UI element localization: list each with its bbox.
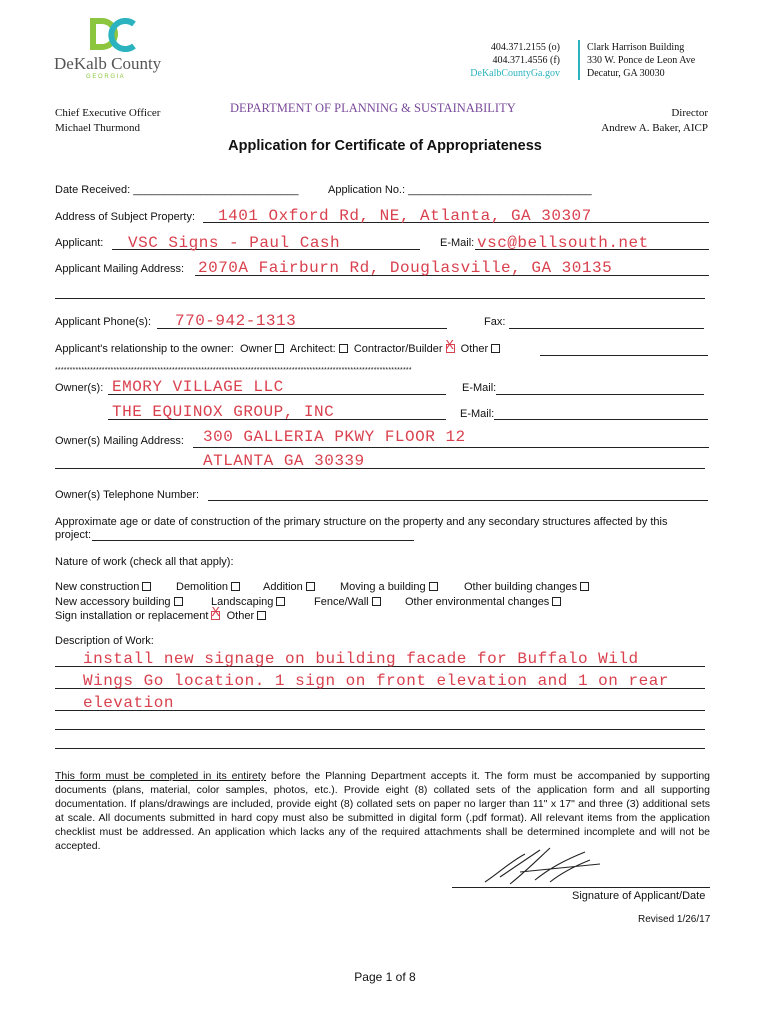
email-field[interactable]: vsc@bellsouth.net: [477, 234, 649, 252]
work-fence-checkbox[interactable]: [372, 597, 381, 606]
work-other-building-label: Other building changes: [464, 581, 578, 593]
owner-mailing-field-2[interactable]: ATLANTA GA 30339: [203, 452, 365, 470]
x-mark: X: [445, 337, 454, 354]
owner-email-field-2[interactable]: [494, 419, 708, 420]
age-field[interactable]: [92, 540, 414, 541]
work-landscaping-checkbox[interactable]: [276, 597, 285, 606]
description-line-2[interactable]: Wings Go location. 1 sign on front elevation and 1 on rear: [83, 672, 669, 690]
phone-label: Applicant Phone(s):: [55, 316, 151, 328]
owners-label: Owner(s):: [55, 382, 104, 394]
fax-label: Fax:: [484, 316, 506, 328]
description-line-4[interactable]: [55, 729, 705, 730]
owner-phone-label: Owner(s) Telephone Number:: [55, 489, 200, 501]
nature-label: Nature of work (check all that apply):: [55, 556, 234, 568]
work-other-building-checkbox[interactable]: [580, 582, 589, 591]
ceo-name: Michael Thurmond: [55, 122, 141, 134]
work-new-construction-label: New construction: [55, 581, 140, 593]
work-sign-checkbox[interactable]: [211, 604, 220, 621]
email-label: E-Mail:: [440, 237, 475, 249]
county-state: G E O R G I A: [86, 74, 124, 80]
department-title: DEPARTMENT OF PLANNING & SUSTAINABILITY: [230, 101, 516, 115]
form-title: Application for Certificate of Appropriateness: [228, 138, 542, 154]
signature-label: Signature of Applicant/Date: [572, 890, 706, 902]
rel-other-label: Other: [460, 343, 489, 355]
address-label: Address of Subject Property:: [55, 211, 196, 223]
header-website[interactable]: DeKalbCountyGa.gov: [470, 68, 560, 79]
separator-stars: **************************************************************************************************************************: [55, 367, 412, 374]
county-logo: [54, 14, 168, 84]
rel-other-field[interactable]: [540, 355, 708, 356]
work-landscaping-label: Landscaping: [211, 596, 274, 608]
date-received-field[interactable]: Date Received: ___________________________: [55, 184, 299, 196]
applicant-field[interactable]: VSC Signs - Paul Cash: [128, 234, 341, 252]
header-address-3: Decatur, GA 30030: [587, 68, 665, 79]
work-demolition-checkbox[interactable]: [231, 582, 240, 591]
owner-mailing-field-1[interactable]: 300 GALLERIA PKWY FLOOR 12: [203, 428, 466, 446]
age-question-cont: project:: [55, 529, 92, 541]
address-field[interactable]: 1401 Oxford Rd, NE, Atlanta, GA 30307: [218, 207, 592, 225]
header-divider: [578, 40, 580, 80]
page-number: Page 1 of 8: [354, 970, 416, 984]
fax-field[interactable]: [509, 328, 704, 329]
work-other-checkbox[interactable]: [257, 611, 266, 620]
rel-architect-checkbox[interactable]: [339, 344, 348, 353]
header-phone: 404.371.2155 (o): [490, 42, 560, 53]
ceo-title: Chief Executive Officer: [55, 107, 161, 119]
work-new-accessory-checkbox[interactable]: [174, 597, 183, 606]
header-fax: 404.371.4556 (f): [492, 55, 560, 66]
owner-email-label-2: E-Mail:: [460, 408, 495, 420]
rel-owner-label: Owner: [239, 343, 273, 355]
description-label: Description of Work:: [55, 635, 154, 647]
owner-mailing-label: Owner(s) Mailing Address:: [55, 435, 184, 447]
work-other-label: Other: [226, 610, 255, 622]
work-addition-checkbox[interactable]: [306, 582, 315, 591]
director-title: Director: [671, 107, 708, 119]
work-fence-label: Fence/Wall: [314, 596, 369, 608]
description-line-5[interactable]: [55, 748, 705, 749]
age-question: Approximate age or date of construction of the primary structure on the property and any secondary structures affected by this: [55, 516, 668, 528]
work-addition-label: Addition: [263, 581, 303, 593]
work-other-env-checkbox[interactable]: [552, 597, 561, 606]
application-number-field[interactable]: Application No.: ______________________________: [328, 184, 592, 196]
notice-text: before the Planning Department accepts it. The form must be accompanied by supporting documents (plans, material, color samples, photos, etc.). Provide eight (8) collated sets of the application form and all supporting documentation. If plans/drawings are included, provide eight (8) collated sets on paper no larger than 11" x 17" and three (3) additional sets at scale. All documents submitted in hard copy must also be submitted in digital form (.pdf format). All relevant items from the application checklist must be addressed. An application which lacks any of the required attachments shall be determined incomplete and will not be accepted.: [55, 770, 710, 852]
owner-1-field[interactable]: EMORY VILLAGE LLC: [112, 378, 284, 396]
owner-email-label-1: E-Mail:: [462, 382, 497, 394]
mailing-field[interactable]: 2070A Fairburn Rd, Douglasville, GA 30135: [198, 259, 613, 277]
rel-contractor-checkbox[interactable]: [445, 337, 455, 354]
owner-2-field[interactable]: THE EQUINOX GROUP, INC: [112, 403, 335, 421]
mailing-label: Applicant Mailing Address:: [55, 263, 185, 275]
rel-contractor-label: Contractor/Builder: [353, 343, 443, 355]
signature-line[interactable]: [452, 887, 710, 888]
work-moving-label: Moving a building: [340, 581, 426, 593]
description-line-3[interactable]: elevation: [83, 694, 174, 712]
header-address-1: Clark Harrison Building: [587, 42, 685, 53]
work-moving-checkbox[interactable]: [429, 582, 438, 591]
x-mark: X: [211, 604, 220, 621]
relationship-label: Applicant's relationship to the owner:: [55, 343, 234, 355]
notice-paragraph: [55, 769, 710, 853]
work-other-env-label: Other environmental changes: [405, 596, 550, 608]
director-name: Andrew A. Baker, AICP: [601, 122, 708, 134]
description-line-1[interactable]: install new signage on building facade for Buffalo Wild: [83, 650, 639, 668]
work-sign-label: Sign installation or replacement: [55, 610, 209, 622]
notice-underlined: This form must be completed in its entirety: [55, 770, 267, 782]
header-address-2: 330 W. Ponce de Leon Ave: [587, 55, 696, 66]
revised-date: Revised 1/26/17: [638, 914, 711, 925]
county-name: DeKalb County: [54, 54, 162, 73]
rel-owner-checkbox[interactable]: [275, 344, 284, 353]
phone-field[interactable]: 770-942-1313: [175, 312, 297, 330]
owner-phone-field[interactable]: [208, 500, 708, 501]
applicant-label: Applicant:: [55, 237, 104, 249]
rel-other-checkbox[interactable]: [491, 344, 500, 353]
work-new-construction-checkbox[interactable]: [142, 582, 151, 591]
owner-email-field-1[interactable]: [496, 394, 704, 395]
work-new-accessory-label: New accessory building: [55, 596, 171, 608]
rel-architect-label: Architect:: [289, 343, 336, 355]
work-demolition-label: Demolition: [176, 581, 228, 593]
signature-scribble: [480, 842, 610, 892]
dc-logo-icon: [58, 14, 168, 59]
